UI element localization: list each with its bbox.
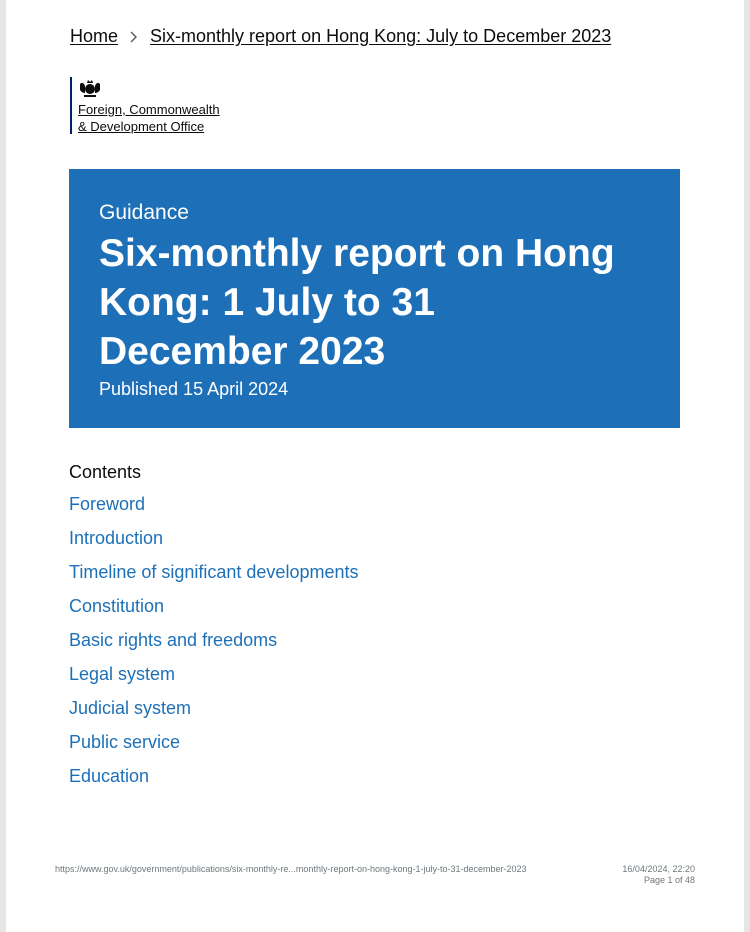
contents-item (69, 765, 358, 799)
contents-link-basic-rights[interactable]: Basic rights and freedoms (69, 630, 278, 650)
document-type: Guidance (99, 201, 189, 224)
contents-link-public-service[interactable]: Public service (69, 732, 181, 752)
organisation-name-line2: & Development Office (78, 119, 205, 134)
contents-item (69, 493, 358, 527)
breadcrumb-current-link[interactable]: Six-monthly report on Hong Kong: July to December 2023 (150, 26, 612, 46)
contents-item (69, 663, 358, 697)
organisation-logo[interactable] (70, 77, 220, 134)
contents-item (69, 731, 358, 765)
contents-item (69, 629, 358, 663)
contents-link-education[interactable]: Education (69, 766, 150, 786)
contents-list (69, 461, 358, 799)
footer-datetime: 16/04/2024, 22:20 (622, 864, 695, 874)
contents-link-legal-system[interactable]: Legal system (69, 664, 176, 684)
organisation-name (78, 101, 220, 135)
contents-item (69, 527, 358, 561)
contents-item (69, 561, 358, 595)
chevron-right-icon (130, 31, 138, 43)
contents-link-foreword[interactable]: Foreword (69, 494, 146, 514)
contents-heading: Contents (69, 462, 142, 482)
footer-page-number: Page 1 of 48 (643, 875, 695, 885)
organisation-name-line1: Foreign, Commonwealth (78, 102, 220, 117)
contents-item (69, 595, 358, 629)
footer-url: https://www.gov.uk/government/publications/six-monthly-re...monthly-report-on-hong-kong-1-july-to-31-december-2023 (55, 864, 527, 874)
footer-meta (622, 864, 695, 886)
contents-link-introduction[interactable]: Introduction (69, 528, 164, 548)
title-banner (69, 169, 680, 428)
breadcrumb (70, 26, 611, 47)
page-title: Six-monthly report on Hong Kong: 1 July to 31 December 2023 (99, 232, 615, 373)
contents-link-judicial-system[interactable]: Judicial system (69, 698, 192, 718)
contents-link-timeline[interactable]: Timeline of significant developments (69, 562, 359, 582)
print-page (6, 0, 744, 932)
breadcrumb-home-link[interactable]: Home (70, 26, 119, 46)
contents-link-constitution[interactable]: Constitution (69, 596, 165, 616)
published-date: Published 15 April 2024 (99, 379, 289, 399)
royal-crest-icon (78, 78, 102, 98)
contents-item (69, 697, 358, 731)
